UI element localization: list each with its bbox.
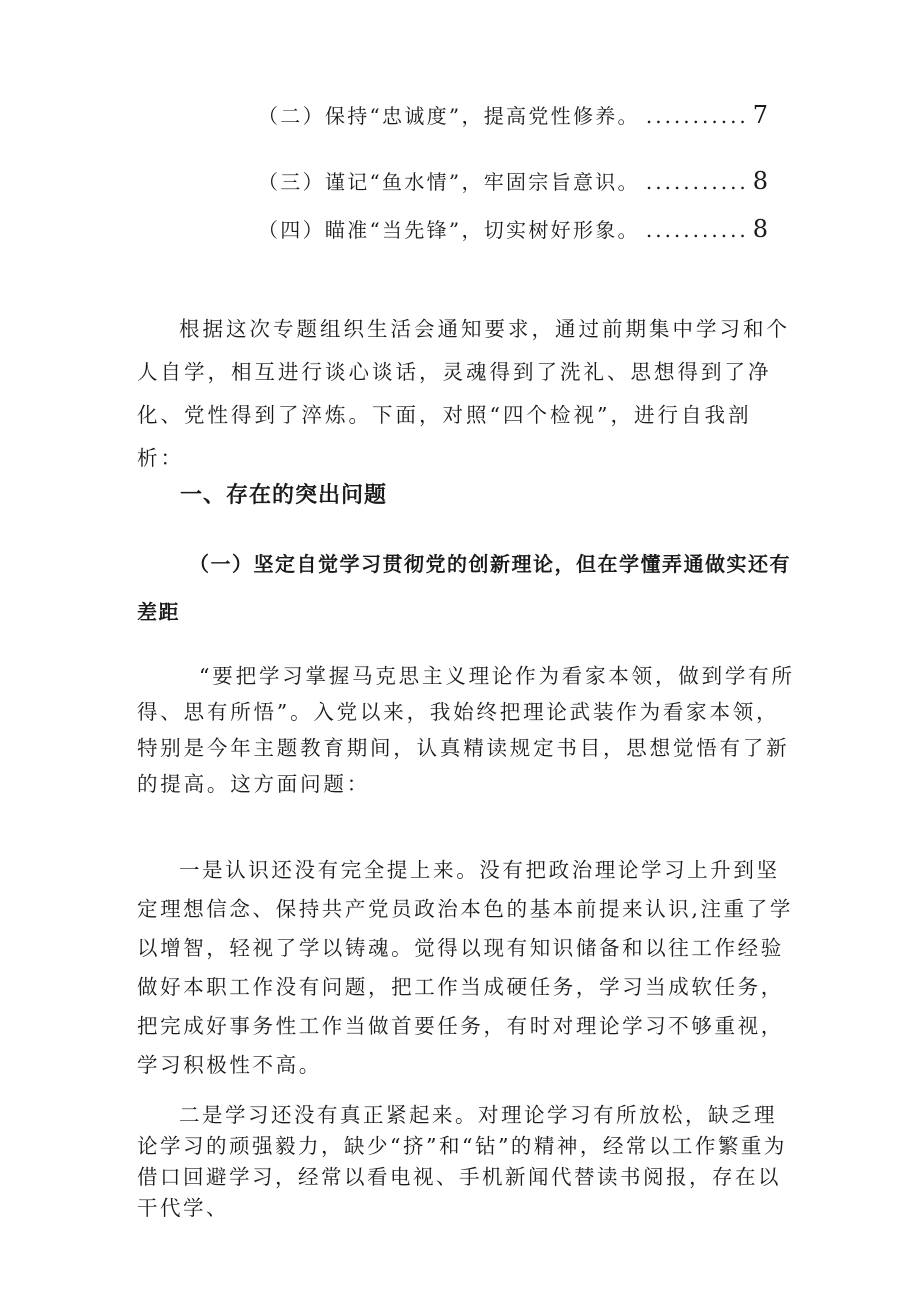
body-paragraph: “要把学习掌握马克思主义理论作为看家本领，做到学有所得、思有所悟”。入党以来，我始终把理论武装作为看家本领，特别是今年主题教育期间，认真精读规定书目，思想觉悟有了新的提高。这方面问题：: [137, 664, 795, 796]
intro-paragraph: 根据这次专题组织生活会通知要求，通过前期集中学习和个人自学，相互进行谈心谈话，灵魂得到了洗礼、思想得到了净化、党性得到了淬炼。下面，对照“四个检视”，进行自我剖析：: [137, 317, 790, 470]
toc-page-number: 8: [752, 215, 769, 243]
toc-page-number: 7: [752, 101, 769, 129]
toc-leader-dots: ...........: [645, 170, 749, 194]
subsection-heading: （一）坚定自觉学习贯彻党的创新理论，但在学懂弄通做实还有差距: [137, 552, 791, 624]
section-heading: 一、存在的突出问题: [180, 483, 388, 508]
toc-entry: [258, 214, 768, 244]
toc-leader-dots: ...........: [645, 218, 749, 242]
toc-entry-text: （二）保持“忠诚度”，提高党性修养。: [258, 104, 640, 128]
body-paragraph: 一是认识还没有完全提上来。没有把政治理论学习上升到坚定理想信念、保持共产党员政治本色的基本前提来认识,注重了学以增智，轻视了学以铸魂。觉得以现有知识储备和以往工作经验做好本职工作没有问题，把工作当成硬任务，学习当成软任务，把完成好事务性工作当做首要任务，有时对理论学习不够重视，学习积极性不高。: [137, 858, 793, 1077]
toc-page-number: 8: [752, 167, 769, 195]
toc-entry-text: （四）瞄准“当先锋”，切实树好形象。: [258, 218, 640, 242]
toc-entry: [258, 166, 768, 196]
toc-entry: [258, 100, 768, 130]
toc-entry-text: （三）谨记“鱼水情”，牢固宗旨意识。: [258, 170, 640, 194]
toc-leader-dots: ...........: [645, 104, 749, 128]
body-paragraph: 二是学习还没有真正紧起来。对理论学习有所放松，缺乏理论学习的顽强毅力，缺少“挤”和“钻”的精神，经常以工作繁重为借口回避学习，经常以看电视、手机新闻代替读书阅报，存在以干代学、: [137, 1103, 787, 1220]
